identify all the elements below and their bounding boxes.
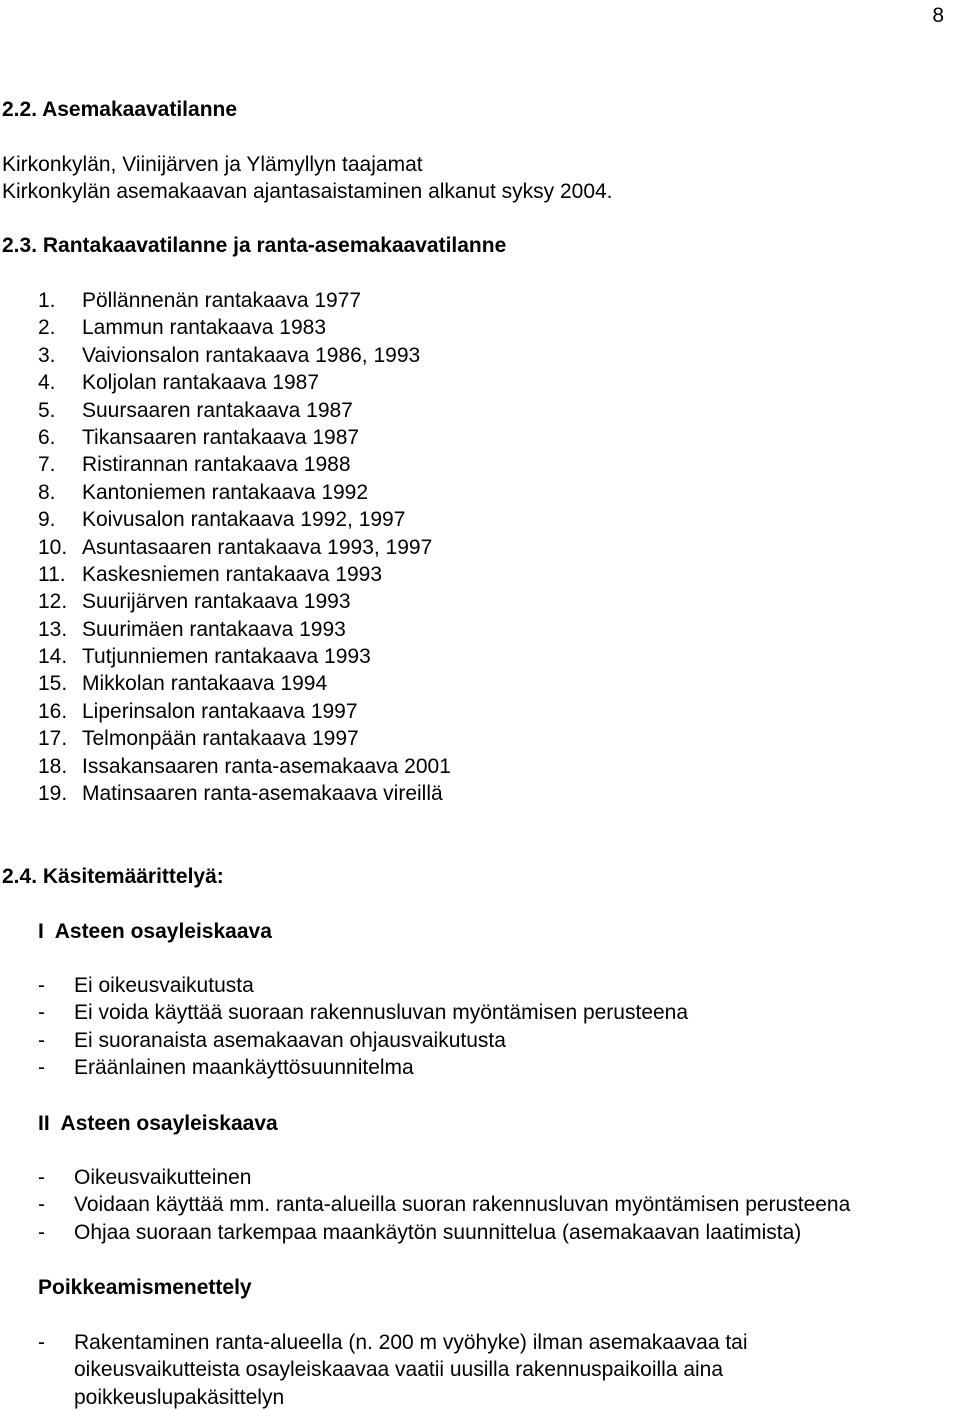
list-item-text-line: oikeusvaikutteista osayleiskaavaa vaatii uusilla rakennuspaikoilla aina bbox=[74, 1358, 724, 1382]
list-item bbox=[38, 616, 451, 643]
list-item bbox=[38, 397, 451, 424]
bullet-dash: - bbox=[38, 1220, 45, 1244]
list-item-text: Suursaaren rantakaava 1987 bbox=[82, 398, 353, 422]
list-item-text: Issakansaaren ranta-asemakaava 2001 bbox=[82, 754, 451, 778]
list-item-number: 8. bbox=[38, 480, 56, 504]
asteen-1-heading: I Asteen osayleiskaava bbox=[38, 920, 272, 943]
list-item bbox=[38, 643, 451, 670]
list-item-number: 18. bbox=[38, 754, 68, 778]
list-item-number: 16. bbox=[38, 699, 68, 723]
list-item-text: Ei voida käyttää suoraan rakennusluvan myöntämisen perusteena bbox=[74, 1001, 689, 1025]
list-item-text-line: poikkeuslupakäsittelyn bbox=[74, 1385, 285, 1409]
bullet-dash: - bbox=[38, 1056, 45, 1080]
section-2-2-line-2: Kirkonkylän asemakaavan ajantasaistaminen alkanut syksy 2004. bbox=[2, 180, 613, 203]
list-item-number: 5. bbox=[38, 398, 56, 422]
list-item-text: Vaivionsalon rantakaava 1986, 1993 bbox=[82, 343, 421, 367]
list-item-text: Lammun rantakaava 1983 bbox=[82, 316, 326, 340]
list-item-number: 13. bbox=[38, 617, 68, 641]
list-item bbox=[38, 1164, 850, 1191]
rantakaava-list bbox=[38, 287, 451, 807]
list-item bbox=[38, 534, 451, 561]
list-item-number: 14. bbox=[38, 645, 68, 669]
page-number: 8 bbox=[932, 4, 944, 27]
section-2-4-heading: 2.4. Käsitemäärittelyä: bbox=[2, 865, 224, 888]
list-item-text: Eräänlainen maankäyttösuunnitelma bbox=[74, 1056, 414, 1080]
list-item-text: Tikansaaren rantakaava 1987 bbox=[82, 425, 360, 449]
list-item bbox=[38, 314, 451, 341]
list-item-number: 12. bbox=[38, 590, 68, 614]
list-item-number: 9. bbox=[38, 508, 56, 532]
list-item-text: Suurimäen rantakaava 1993 bbox=[82, 617, 346, 641]
list-item-number: 2. bbox=[38, 316, 56, 340]
list-item-text: Ei suoranaista asemakaavan ohjausvaikutusta bbox=[74, 1028, 506, 1052]
list-item-number: 6. bbox=[38, 425, 56, 449]
list-item-number: 10. bbox=[38, 535, 68, 559]
section-2-3-heading: 2.3. Rantakaavatilanne ja ranta-asemakaavatilanne bbox=[2, 234, 507, 257]
bullet-dash: - bbox=[38, 974, 45, 997]
list-item bbox=[38, 479, 451, 506]
list-item-number: 15. bbox=[38, 672, 68, 696]
list-item-text: Suurijärven rantakaava 1993 bbox=[82, 590, 351, 614]
poikkeamis-bullets bbox=[38, 1329, 748, 1411]
bullet-dash: - bbox=[38, 1028, 45, 1052]
list-item bbox=[38, 753, 451, 780]
bullet-dash: - bbox=[38, 1166, 45, 1189]
list-item bbox=[38, 670, 451, 697]
list-item-number: 3. bbox=[38, 343, 56, 367]
list-item bbox=[38, 1191, 850, 1218]
list-item bbox=[38, 369, 451, 396]
list-item bbox=[38, 698, 451, 725]
list-item-text: Voidaan käyttää mm. ranta-alueilla suoran rakennusluvan myöntämisen perusteena bbox=[74, 1193, 851, 1217]
asteen-1-bullets bbox=[38, 972, 688, 1082]
list-item-text: Koivusalon rantakaava 1992, 1997 bbox=[82, 508, 406, 532]
list-item-number: 4. bbox=[38, 371, 56, 395]
list-item-text: Pöllännenän rantakaava 1977 bbox=[82, 289, 362, 312]
list-item-text: Kantoniemen rantakaava 1992 bbox=[82, 480, 369, 504]
bullet-dash: - bbox=[38, 1331, 45, 1354]
list-item-text: Matinsaaren ranta-asemakaava vireillä bbox=[82, 782, 443, 806]
list-item bbox=[38, 506, 451, 533]
list-item bbox=[38, 588, 451, 615]
bullet-dash: - bbox=[38, 1001, 45, 1025]
list-item bbox=[38, 780, 451, 807]
list-item bbox=[38, 1054, 688, 1081]
asteen-2-bullets bbox=[38, 1164, 850, 1246]
list-item-number: 1. bbox=[38, 289, 56, 312]
list-item bbox=[38, 972, 688, 999]
section-2-2-heading: 2.2. Asemakaavatilanne bbox=[2, 98, 238, 121]
list-item bbox=[38, 424, 451, 451]
list-item-text: Ohjaa suoraan tarkempaa maankäytön suunnittelua (asemakaavan laatimista) bbox=[74, 1220, 802, 1244]
list-item bbox=[38, 725, 451, 752]
list-item-text: Kaskesniemen rantakaava 1993 bbox=[82, 562, 383, 586]
section-2-2-line-1: Kirkonkylän, Viinijärven ja Ylämyllyn taajamat bbox=[2, 153, 423, 176]
list-item-text: Mikkolan rantakaava 1994 bbox=[82, 672, 328, 696]
list-item-number: 11. bbox=[38, 562, 66, 586]
list-item bbox=[38, 451, 451, 478]
list-item bbox=[38, 342, 451, 369]
list-item bbox=[38, 999, 688, 1026]
list-item bbox=[38, 1219, 850, 1246]
list-item bbox=[38, 1027, 688, 1054]
list-item-text: Koljolan rantakaava 1987 bbox=[82, 371, 320, 395]
list-item-text: Ei oikeusvaikutusta bbox=[74, 974, 254, 997]
list-item-text: Liperinsalon rantakaava 1997 bbox=[82, 699, 358, 723]
bullet-dash: - bbox=[38, 1193, 45, 1217]
list-item bbox=[38, 1329, 748, 1411]
list-item-text: Asuntasaaren rantakaava 1993, 1997 bbox=[82, 535, 433, 559]
list-item-number: 17. bbox=[38, 727, 68, 751]
list-item-number: 7. bbox=[38, 453, 56, 477]
list-item-text: Ristirannan rantakaava 1988 bbox=[82, 453, 351, 477]
list-item bbox=[38, 561, 451, 588]
list-item-text: Telmonpään rantakaava 1997 bbox=[82, 727, 359, 751]
poikkeamis-heading: Poikkeamismenettely bbox=[38, 1276, 252, 1299]
list-item bbox=[38, 287, 451, 314]
list-item-text-line: Rakentaminen ranta-alueella (n. 200 m vyöhyke) ilman asemakaavaa tai bbox=[74, 1331, 748, 1354]
asteen-2-heading: II Asteen osayleiskaava bbox=[38, 1112, 278, 1135]
list-item-text: Oikeusvaikutteinen bbox=[74, 1166, 252, 1189]
list-item-text: Tutjunniemen rantakaava 1993 bbox=[82, 645, 371, 669]
list-item-number: 19. bbox=[38, 782, 68, 806]
